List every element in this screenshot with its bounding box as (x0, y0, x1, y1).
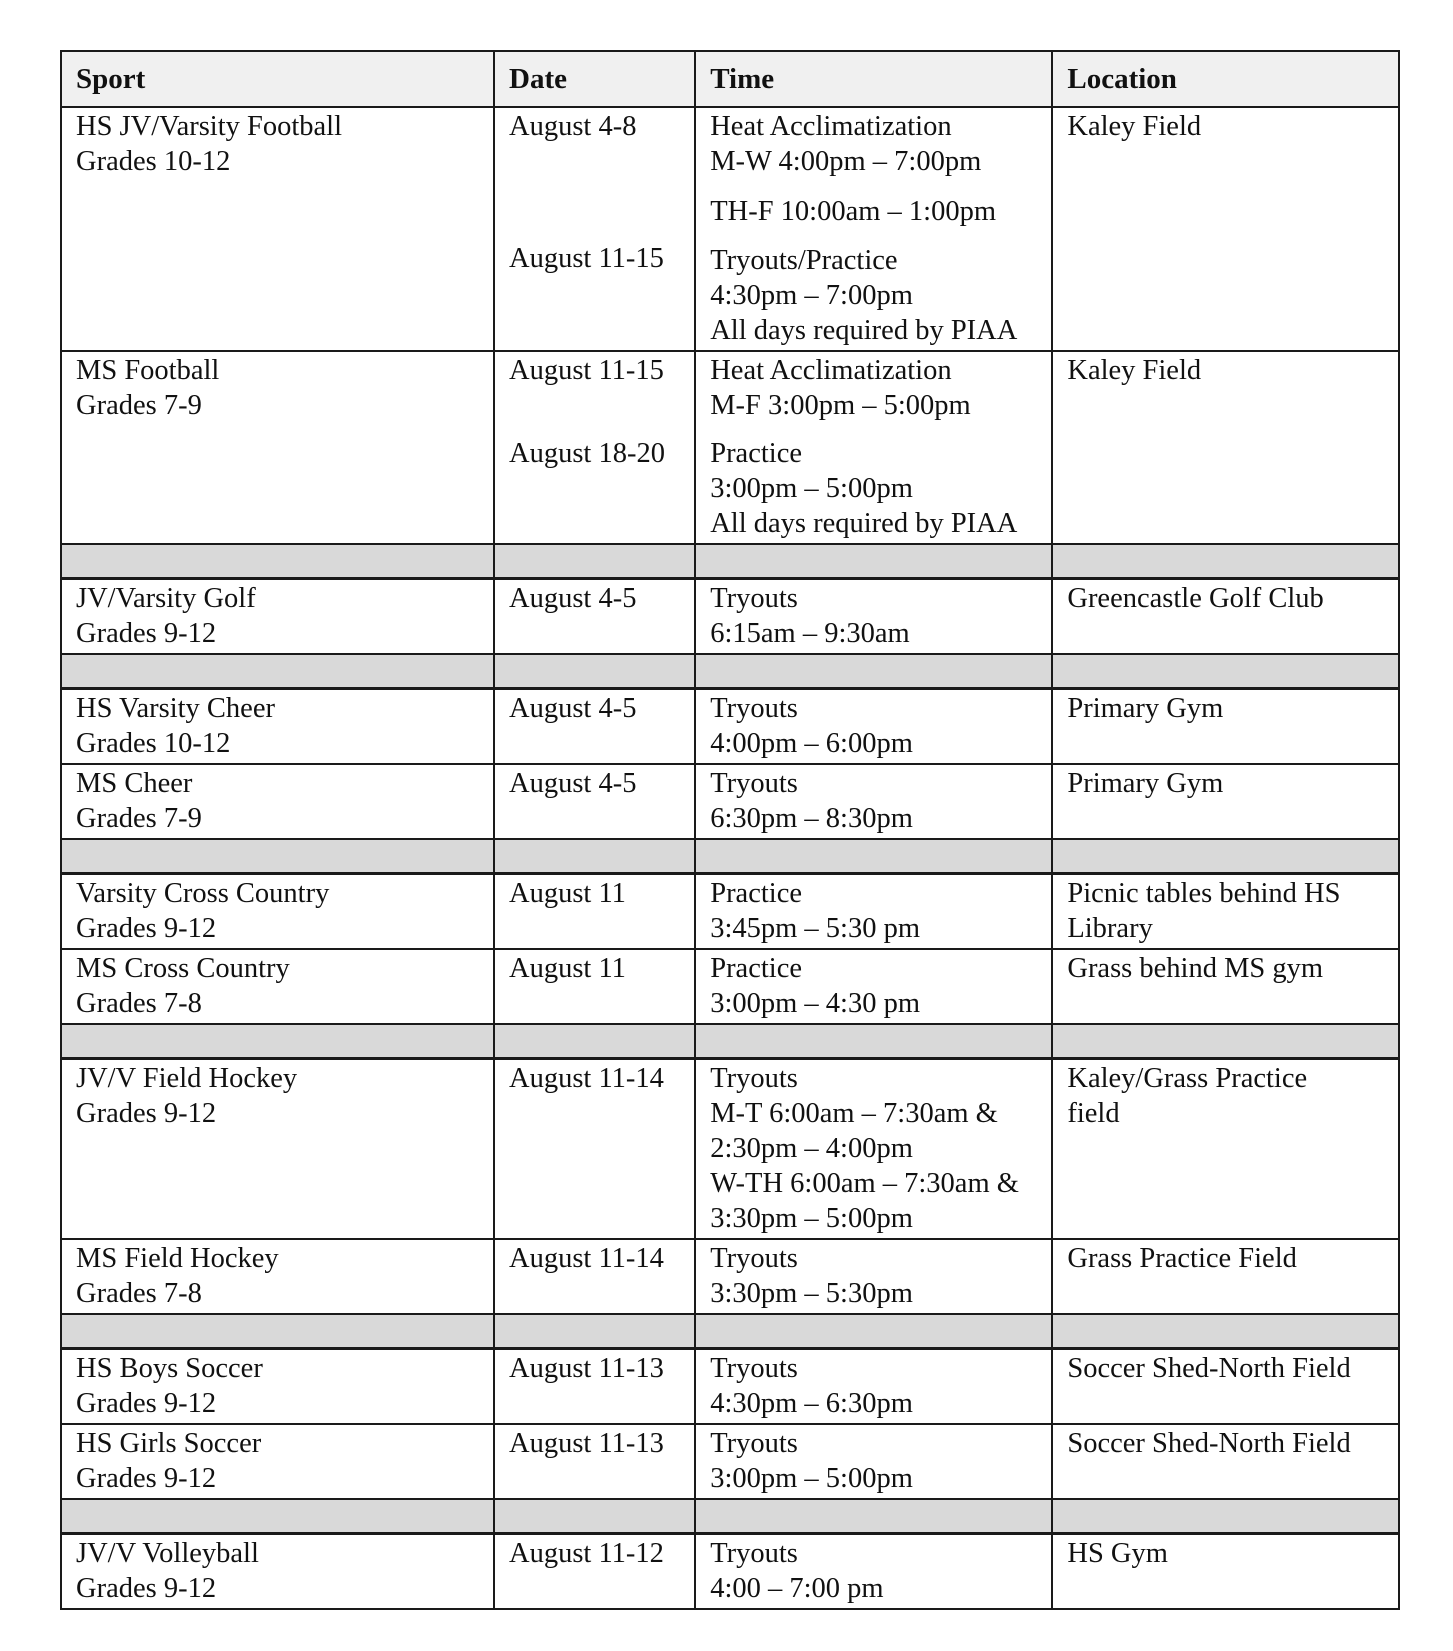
table-row (61, 689, 1399, 765)
location-cell: Greencastle Golf Club (1052, 579, 1399, 655)
sport-grades: Grades 9-12 (76, 913, 217, 944)
location-cell (1052, 107, 1399, 351)
time-line: 3:00pm – 5:00pm (710, 1463, 913, 1494)
sport-cell (61, 764, 494, 839)
time-line: 4:00pm – 6:00pm (710, 728, 913, 759)
header-row (61, 51, 1399, 107)
time-cell (695, 874, 1052, 950)
time-cell (695, 1059, 1052, 1240)
date-value: August 11-15 (509, 243, 664, 274)
time-line: 3:45pm – 5:30 pm (710, 913, 921, 944)
sport-name: JV/V Volleyball (76, 1538, 259, 1569)
date-value: August 11-15 (509, 355, 664, 386)
time-line: Tryouts/Practice (710, 245, 898, 276)
time-line: Heat Acclimatization (710, 111, 952, 142)
table-row (61, 1534, 1399, 1610)
location-cell: HS Gym (1052, 1534, 1399, 1610)
location-cell (1052, 351, 1399, 544)
date-cell: August 4-5 (494, 764, 695, 839)
separator-row (61, 654, 1399, 689)
time-line: Tryouts (710, 768, 798, 799)
separator-row (61, 544, 1399, 579)
time-line: 3:30pm – 5:30pm (710, 1278, 913, 1309)
separator-row (61, 1024, 1399, 1059)
location-cell: Primary Gym (1052, 764, 1399, 839)
time-line: Practice (710, 953, 802, 984)
sport-cell (61, 351, 494, 544)
sport-grades: Grades 7-9 (76, 390, 202, 421)
table-row (61, 1239, 1399, 1314)
location-line: Kaley/Grass Practice (1067, 1063, 1308, 1094)
date-cell: August 4-5 (494, 579, 695, 655)
time-line: M-F 3:00pm – 5:00pm (710, 390, 971, 421)
sport-grades: Grades 9-12 (76, 1573, 217, 1604)
sport-cell (61, 1424, 494, 1499)
date-cell: August 11 (494, 949, 695, 1024)
time-line: M-W 4:00pm – 7:00pm (710, 146, 982, 177)
sport-name: MS Cheer (76, 768, 193, 799)
time-cell (695, 949, 1052, 1024)
sport-grades: Grades 9-12 (76, 1388, 217, 1419)
time-cell (695, 1239, 1052, 1314)
sport-name: HS Varsity Cheer (76, 693, 275, 724)
date-value: August 18-20 (509, 438, 665, 469)
sport-name: HS JV/Varsity Football (76, 111, 343, 142)
sport-name: HS Boys Soccer (76, 1353, 263, 1384)
sport-cell (61, 1534, 494, 1610)
time-cell (695, 579, 1052, 655)
time-cell (695, 1424, 1052, 1499)
sport-grades: Grades 9-12 (76, 1463, 217, 1494)
time-cell (695, 1349, 1052, 1425)
sport-name: MS Cross Country (76, 953, 290, 984)
time-line: 4:30pm – 6:30pm (710, 1388, 913, 1419)
header-sport: Sport (61, 51, 494, 107)
sport-grades: Grades 7-9 (76, 803, 202, 834)
location-cell: Soccer Shed-North Field (1052, 1424, 1399, 1499)
location-cell (1052, 1059, 1399, 1240)
location-line: Library (1067, 913, 1153, 944)
tryout-schedule-table (60, 50, 1400, 1610)
sport-cell (61, 689, 494, 765)
header-time: Time (695, 51, 1052, 107)
table-row (61, 874, 1399, 950)
time-line: W-TH 6:00am – 7:30am & (710, 1168, 1019, 1199)
time-line: TH-F 10:00am – 1:00pm (710, 196, 996, 227)
time-cell (695, 107, 1052, 351)
location-cell: Grass behind MS gym (1052, 949, 1399, 1024)
header-location: Location (1052, 51, 1399, 107)
sport-grades: Grades 9-12 (76, 1098, 217, 1129)
time-line: 6:30pm – 8:30pm (710, 803, 913, 834)
sport-name: HS Girls Soccer (76, 1428, 262, 1459)
sport-name: JV/V Field Hockey (76, 1063, 298, 1094)
sport-name: MS Field Hockey (76, 1243, 279, 1274)
time-line: 6:15am – 9:30am (710, 618, 910, 649)
sport-name: JV/Varsity Golf (76, 583, 256, 614)
time-line: Tryouts (710, 1538, 798, 1569)
time-line: All days required by PIAA (710, 315, 1018, 346)
sport-grades: Grades 9-12 (76, 618, 217, 649)
table-row (61, 351, 1399, 544)
sport-grades: Grades 7-8 (76, 1278, 202, 1309)
header-date: Date (494, 51, 695, 107)
location-cell: Primary Gym (1052, 689, 1399, 765)
location-cell: Grass Practice Field (1052, 1239, 1399, 1314)
time-line: Tryouts (710, 1428, 798, 1459)
time-cell (695, 351, 1052, 544)
time-line: Tryouts (710, 1063, 798, 1094)
sport-name: MS Football (76, 355, 220, 386)
table-row (61, 1059, 1399, 1240)
time-line: Tryouts (710, 1243, 798, 1274)
time-line: 2:30pm – 4:00pm (710, 1133, 913, 1164)
table-row (61, 764, 1399, 839)
time-line: 4:30pm – 7:00pm (710, 280, 913, 311)
time-line: Practice (710, 878, 802, 909)
time-cell (695, 1534, 1052, 1610)
separator-row (61, 839, 1399, 874)
location-value: Kaley Field (1067, 355, 1202, 386)
time-line: Heat Acclimatization (710, 355, 952, 386)
sport-cell (61, 579, 494, 655)
time-line: Tryouts (710, 583, 798, 614)
location-value: Kaley Field (1067, 111, 1202, 142)
time-cell (695, 764, 1052, 839)
date-cell: August 11-13 (494, 1349, 695, 1425)
date-cell (494, 351, 695, 544)
date-cell: August 11-12 (494, 1534, 695, 1610)
date-cell: August 11-13 (494, 1424, 695, 1499)
table-row (61, 949, 1399, 1024)
time-line: All days required by PIAA (710, 508, 1018, 539)
sport-cell (61, 1239, 494, 1314)
time-line: M-T 6:00am – 7:30am & (710, 1098, 998, 1129)
time-line: Tryouts (710, 693, 798, 724)
location-line: field (1067, 1098, 1120, 1129)
separator-row (61, 1499, 1399, 1534)
time-line: 3:30pm – 5:00pm (710, 1203, 913, 1234)
time-line: Tryouts (710, 1353, 798, 1384)
sport-name: Varsity Cross Country (76, 878, 330, 909)
sport-grades: Grades 7-8 (76, 988, 202, 1019)
sport-cell (61, 1349, 494, 1425)
sport-cell (61, 949, 494, 1024)
table-row (61, 1349, 1399, 1425)
table-row (61, 1424, 1399, 1499)
date-value: August 4-8 (509, 111, 637, 142)
time-line: 4:00 – 7:00 pm (710, 1573, 884, 1604)
time-line: 3:00pm – 5:00pm (710, 473, 913, 504)
date-cell: August 11-14 (494, 1059, 695, 1240)
date-cell (494, 107, 695, 351)
location-cell (1052, 874, 1399, 950)
sport-grades: Grades 10-12 (76, 146, 231, 177)
time-line: Practice (710, 438, 802, 469)
table-row (61, 579, 1399, 655)
sport-cell (61, 1059, 494, 1240)
date-cell: August 11 (494, 874, 695, 950)
location-cell: Soccer Shed-North Field (1052, 1349, 1399, 1425)
sport-cell (61, 874, 494, 950)
date-cell: August 11-14 (494, 1239, 695, 1314)
table-row (61, 107, 1399, 351)
separator-row (61, 1314, 1399, 1349)
sport-cell (61, 107, 494, 351)
time-line: 3:00pm – 4:30 pm (710, 988, 921, 1019)
sport-grades: Grades 10-12 (76, 728, 231, 759)
date-cell: August 4-5 (494, 689, 695, 765)
time-cell (695, 689, 1052, 765)
location-line: Picnic tables behind HS (1067, 878, 1341, 909)
